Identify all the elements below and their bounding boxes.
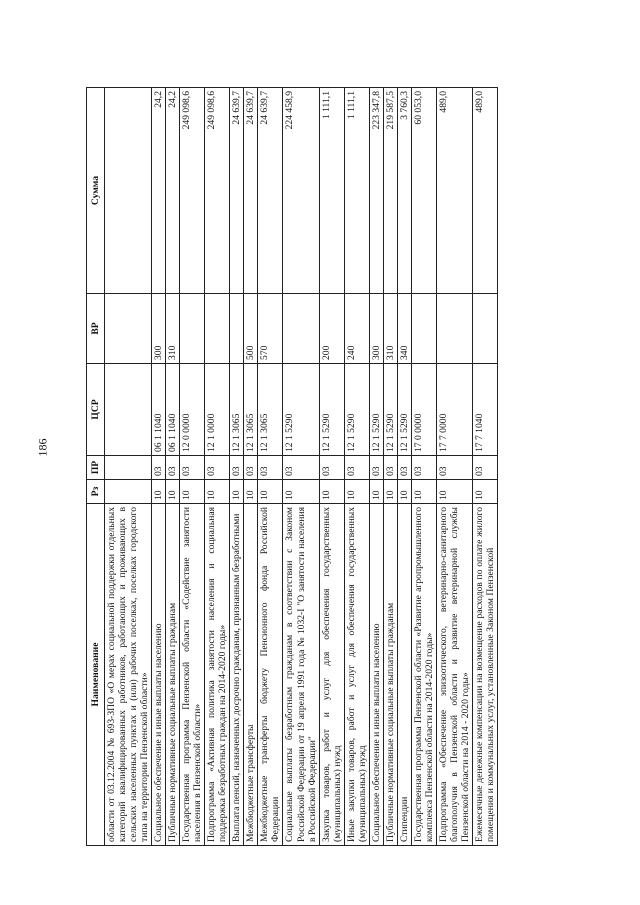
cell-rz: 10	[244, 480, 258, 504]
cell-pr: 03	[369, 456, 383, 480]
table-row	[369, 88, 383, 846]
cell-name: Подпрограмма «Активная политика занятости населения и социальная поддержка безработных граждан на 2014-2020 годы»	[205, 504, 230, 846]
cell-sum: 489,0	[472, 88, 497, 294]
cell-sum	[105, 88, 152, 294]
cell-csr: 12 0 0000	[180, 364, 205, 456]
table-row	[319, 88, 344, 846]
table-row	[383, 88, 397, 846]
cell-sum: 489,0	[436, 88, 472, 294]
cell-sum: 223 347,8	[369, 88, 383, 294]
cell-csr: 12 1 3065	[258, 364, 283, 456]
header-csr: ЦСР	[87, 364, 105, 456]
cell-sum: 24 639,7	[258, 88, 283, 294]
header-pr: ПР	[87, 456, 105, 480]
cell-csr: 12 1 5290	[383, 364, 397, 456]
cell-name: области от 03.12.2004 № 693-ЗПО «О мерах социальной поддержки отдельных категорий квалифицированных работников, работающих и проживающих в сельских населенных пунктах и (или) рабочих поселках, поселках городского типа на территории Пензенской области»	[105, 504, 152, 846]
cell-rz: 10	[283, 480, 319, 504]
cell-name: Социальное обеспечение и иные выплаты населению	[369, 504, 383, 846]
cell-sum: 24 639,7	[244, 88, 258, 294]
table-header-row	[87, 88, 105, 846]
table-row	[180, 88, 205, 846]
cell-sum: 219 587,5	[383, 88, 397, 294]
cell-pr: 03	[344, 456, 369, 480]
cell-csr: 12 1 5290	[283, 364, 319, 456]
cell-name: Ежемесячные денежные компенсации на возмещение расходов по оплате жилого помещения и коммунальных услуг, установленные Законом Пензенской	[472, 504, 497, 846]
cell-vr: 310	[383, 294, 397, 364]
cell-sum: 249 098,6	[180, 88, 205, 294]
cell-pr: 03	[258, 456, 283, 480]
cell-pr: 03	[244, 456, 258, 480]
table-row	[411, 88, 436, 846]
cell-csr: 12 1 5290	[397, 364, 411, 456]
cell-rz: 10	[397, 480, 411, 504]
cell-pr: 03	[436, 456, 472, 480]
cell-rz: 10	[319, 480, 344, 504]
cell-csr	[105, 364, 152, 456]
cell-rz: 10	[344, 480, 369, 504]
cell-name: Закупка товаров, работ и услуг для обеспечения государственных (муниципальных) нужд	[319, 504, 344, 846]
table-row	[344, 88, 369, 846]
cell-vr	[205, 294, 230, 364]
cell-csr: 12 1 5290	[319, 364, 344, 456]
table-row	[105, 88, 152, 846]
cell-csr: 12 1 5290	[369, 364, 383, 456]
cell-name: Иные закупки товаров, работ и услуг для обеспечения государственных (муниципальных) нужд	[344, 504, 369, 846]
cell-name: Межбюджетные трансферты бюджету Пенсионного фонда Российской Федерации	[258, 504, 283, 846]
cell-sum: 24,2	[166, 88, 180, 294]
cell-sum: 1 111,1	[319, 88, 344, 294]
cell-vr: 300	[152, 294, 166, 364]
table-rotated-container	[86, 88, 590, 846]
cell-rz: 10	[369, 480, 383, 504]
table-row	[152, 88, 166, 846]
cell-vr: 310	[166, 294, 180, 364]
cell-name: Подпрограмма «Обеспечение эпизоотического, ветеринарно-санитарного благополучия в Пензенской области и развитие ветеринарной службы Пензенской области на 2014 - 2020 годы»	[436, 504, 472, 846]
table-body	[105, 88, 498, 846]
table-row	[205, 88, 230, 846]
table-row	[472, 88, 497, 846]
cell-pr: 03	[205, 456, 230, 480]
cell-rz	[105, 480, 152, 504]
cell-csr: 17 7 1040	[472, 364, 497, 456]
cell-csr: 17 0 0000	[411, 364, 436, 456]
cell-csr: 12 1 5290	[344, 364, 369, 456]
cell-name: Социальные выплаты безработным гражданам в соответствии с Законом Российской Федерации от 19 апреля 1991 года № 1032-I "О занятости населения в Российской Федерации"	[283, 504, 319, 846]
table-row	[258, 88, 283, 846]
cell-csr: 06 1 1040	[166, 364, 180, 456]
cell-rz: 10	[180, 480, 205, 504]
cell-sum: 24,2	[152, 88, 166, 294]
cell-rz: 10	[166, 480, 180, 504]
cell-name: Государственная программа Пензенской области «Содействие занятости населения в Пензенской области»	[180, 504, 205, 846]
cell-name: Межбюджетные трансферты	[244, 504, 258, 846]
cell-vr	[283, 294, 319, 364]
cell-sum: 224 458,9	[283, 88, 319, 294]
cell-vr: 500	[244, 294, 258, 364]
cell-pr: 03	[319, 456, 344, 480]
cell-rz: 10	[472, 480, 497, 504]
cell-vr	[436, 294, 472, 364]
cell-name: Публичные нормативные социальные выплаты гражданам	[383, 504, 397, 846]
header-vr: ВР	[87, 294, 105, 364]
cell-sum: 60 053,0	[411, 88, 436, 294]
cell-rz: 10	[230, 480, 244, 504]
cell-vr: 240	[344, 294, 369, 364]
table-row	[283, 88, 319, 846]
cell-csr: 12 1 3065	[244, 364, 258, 456]
cell-vr	[180, 294, 205, 364]
cell-csr: 06 1 1040	[152, 364, 166, 456]
header-name: Наименование	[87, 504, 105, 846]
cell-csr: 17 7 0000	[436, 364, 472, 456]
table-row	[436, 88, 472, 846]
cell-pr: 03	[397, 456, 411, 480]
cell-rz: 10	[258, 480, 283, 504]
cell-vr	[105, 294, 152, 364]
page-number: 186	[35, 438, 50, 457]
cell-vr: 570	[258, 294, 283, 364]
cell-rz: 10	[152, 480, 166, 504]
cell-rz: 10	[205, 480, 230, 504]
cell-name: Выплата пенсий, назначенных досрочно гражданам, признанным безработными	[230, 504, 244, 846]
cell-name: Публичные нормативные социальные выплаты гражданам	[166, 504, 180, 846]
table-row	[244, 88, 258, 846]
cell-vr: 200	[319, 294, 344, 364]
cell-pr: 03	[166, 456, 180, 480]
cell-sum: 3 760,3	[397, 88, 411, 294]
cell-pr: 03	[230, 456, 244, 480]
budget-table	[86, 87, 498, 846]
cell-rz: 10	[411, 480, 436, 504]
cell-pr: 03	[383, 456, 397, 480]
cell-csr: 12 1 3065	[230, 364, 244, 456]
cell-sum: 1 111,1	[344, 88, 369, 294]
table-row	[166, 88, 180, 846]
cell-pr: 03	[411, 456, 436, 480]
cell-vr	[472, 294, 497, 364]
cell-pr: 03	[472, 456, 497, 480]
cell-rz: 10	[383, 480, 397, 504]
cell-pr: 03	[283, 456, 319, 480]
cell-rz: 10	[436, 480, 472, 504]
cell-vr: 340	[397, 294, 411, 364]
table-row	[230, 88, 244, 846]
cell-sum: 249 098,6	[205, 88, 230, 294]
table-rotation-frame	[86, 88, 590, 846]
cell-vr: 300	[369, 294, 383, 364]
cell-name: Стипендии	[397, 504, 411, 846]
table-row	[397, 88, 411, 846]
header-rz: Рз	[87, 480, 105, 504]
cell-pr	[105, 456, 152, 480]
cell-pr: 03	[180, 456, 205, 480]
header-sum: Сумма	[87, 88, 105, 294]
cell-vr	[230, 294, 244, 364]
cell-pr: 03	[152, 456, 166, 480]
cell-name: Социальное обеспечение и иные выплаты населению	[152, 504, 166, 846]
cell-sum: 24 639,7	[230, 88, 244, 294]
cell-csr: 12 1 0000	[205, 364, 230, 456]
cell-name: Государственная программа Пензенской области «Развитие агропромышленного комплекса Пензенской области на 2014-2020 годы»	[411, 504, 436, 846]
cell-vr	[411, 294, 436, 364]
